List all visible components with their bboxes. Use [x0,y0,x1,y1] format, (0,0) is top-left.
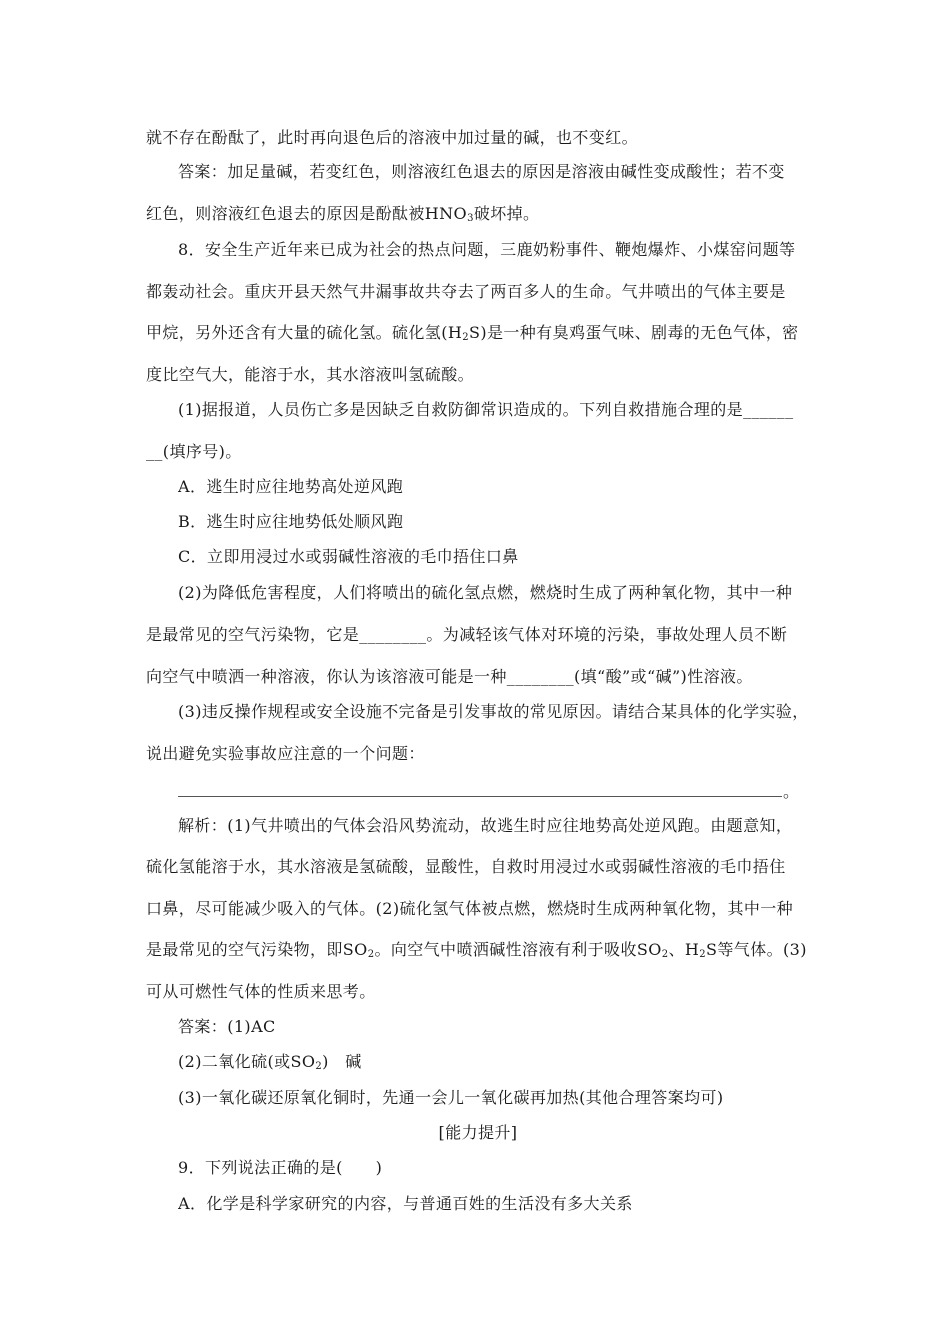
text-span: 是最常见的空气污染物，即SO [146,940,368,959]
option-a: A．逃生时应往地势高处逆风跑 [178,477,404,496]
text-line: 度比空气大，能溶于水，其水溶液叫氢硫酸。 [146,365,475,384]
sub-question-1: (1)据报道，人员伤亡多是因缺乏自救防御常识造成的。下列自救措施合理的是______ [178,400,794,419]
option-c: C．立即用浸过水或弱碱性溶液的毛巾捂住口鼻 [178,547,519,566]
text-line: 都轰动社会。重庆开县天然气井漏事故共夺去了两百多人的生命。气井喷出的气体主要是 [146,282,786,301]
text-line: 说出避免实验事故应注意的一个问题： [146,744,425,763]
text-span: S等气体。(3) [706,940,807,959]
sub-question-3: (3)违反操作规程或安全设施不完备是引发事故的常见原因。请结合某具体的化学实验， [178,702,809,721]
answer-line: 答案：加足量碱，若变红色，则溶液红色退去的原因是溶液由碱性变成酸性；若不变 [178,162,785,181]
answer-blank-line [178,796,782,797]
sub-question-2: (2)为降低危害程度，人们将喷出的硫化氢点燃，燃烧时生成了两种氧化物，其中一种 [178,583,793,602]
option-b: B．逃生时应往地势低处顺风跑 [178,512,404,531]
text-span: 、H [668,940,700,959]
blank-period: 。 [783,782,800,801]
text-line: 是最常见的空气污染物，它是________。为减轻该气体对环境的污染，事故处理人员不断 [146,625,788,644]
text-line: 口鼻，尽可能减少吸入的气体。(2)硫化氢气体被点燃，燃烧时生成两种氧化物，其中一种 [146,899,794,918]
answer-line: 答案：(1)AC [178,1017,276,1036]
option-a: A．化学是科学家研究的内容，与普通百姓的生活没有多大关系 [178,1194,633,1213]
text-span: S)是一种有臭鸡蛋气味、剧毒的无色气体，密 [468,323,799,342]
text-line: 就不存在酚酞了，此时再向退色后的溶液中加过量的碱，也不变红。 [146,128,639,147]
text-line: 向空气中喷洒一种溶液，你认为该溶液可能是一种________(填“酸”或“碱”)性溶液。 [146,667,753,686]
answer-line [178,1051,810,1073]
subscript: 2 [315,1061,323,1072]
text-span: 甲烷，另外还含有大量的硫化氢。硫化氢(H [146,323,463,342]
explanation-line: 解析：(1)气井喷出的气体会沿风势流动，故逃生时应往地势高处逆风跑。由题意知， [178,816,793,835]
text-span: 。向空气中喷洒碱性溶液有利于吸收SO [374,940,662,959]
text-line: 可从可燃性气体的性质来思考。 [146,982,376,1001]
text-line [146,322,810,344]
answer-line: (3)一氧化碳还原氧化铜时，先通一会儿一氧化碳再加热(其他合理答案均可) [178,1088,724,1107]
subscript: 3 [467,213,474,224]
subscript: 2 [699,949,707,960]
text-line: 硫化氢能溶于水，其水溶液是氢硫酸，显酸性，自救时用浸过水或弱碱性溶液的毛巾捂住 [146,857,786,876]
text-span: 红色，则溶液红色退去的原因是酚酞被HNO [146,204,468,223]
subscript: 2 [462,332,469,343]
subscript: 2 [661,949,669,960]
question-9-stem: 9．下列说法正确的是( ) [178,1158,383,1177]
text-line: __(填序号)。 [146,442,242,461]
text-line [146,939,810,961]
section-title: [能力提升] [438,1123,518,1142]
text-span: (2)二氧化硫(或SO [178,1052,316,1071]
question-8-stem: 8．安全生产近年来已成为社会的热点问题，三鹿奶粉事件、鞭炮爆炸、小煤窑问题等 [178,240,796,259]
subscript: 2 [367,949,375,960]
text-span: ) 碱 [322,1052,362,1071]
answer-line [146,203,810,225]
text-span: 破坏掉。 [473,204,540,223]
